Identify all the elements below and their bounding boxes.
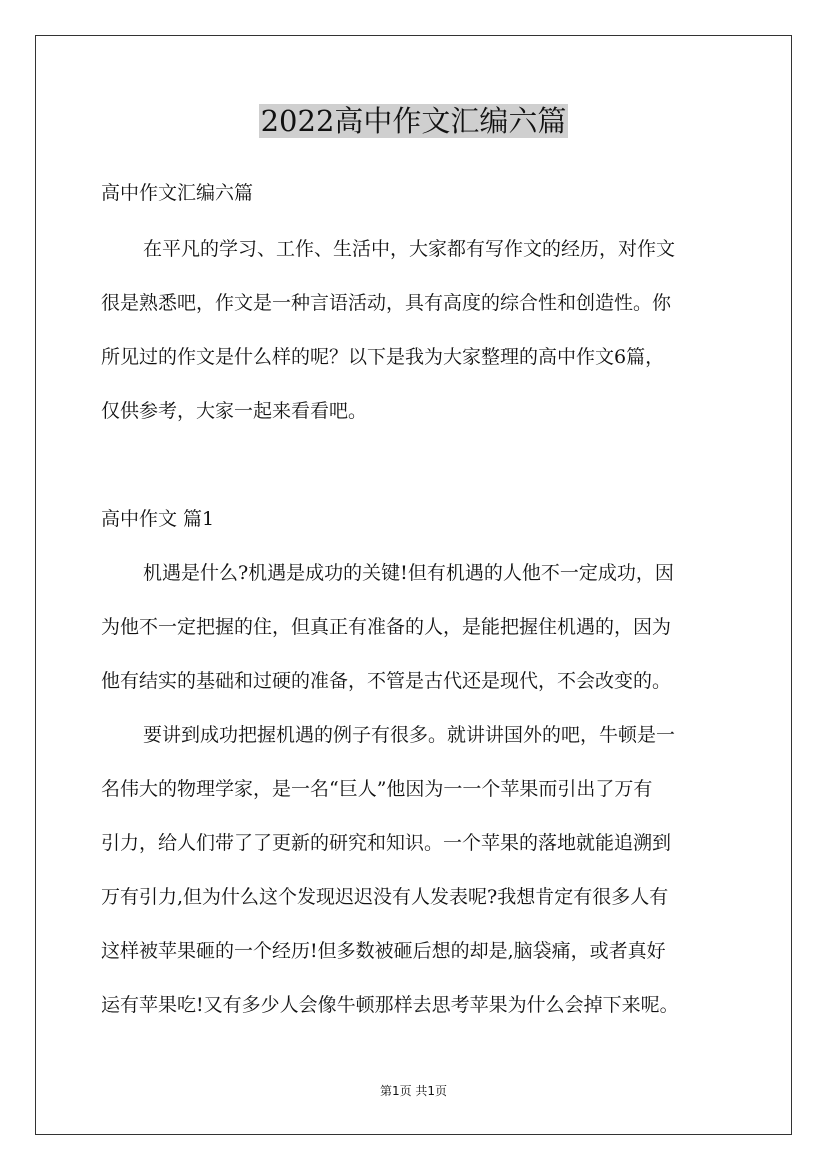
paragraph-line: 引力，给人们带了了更新的研究和知识。一个苹果的落地就能追溯到 bbox=[101, 832, 672, 854]
document-title bbox=[0, 101, 827, 141]
paragraph-line: 为他不一定把握的住，但真正有准备的人，是能把握住机遇的，因为 bbox=[101, 616, 672, 638]
paragraph-line: 所见过的作文是什么样的呢？以下是我为大家整理的高中作文6篇， bbox=[101, 346, 665, 368]
paragraph-line: 要讲到成功把握机遇的例子有很多。就讲讲国外的吧，牛顿是一 bbox=[143, 724, 676, 746]
paragraph-line: 在平凡的学习、工作、生活中，大家都有写作文的经历，对作文 bbox=[143, 238, 676, 260]
document-subtitle: 高中作文汇编六篇 bbox=[101, 182, 254, 204]
paragraph-line: 这样被苹果砸的一个经历!但多数被砸后想的却是,脑袋痛，或者真好 bbox=[101, 940, 666, 962]
section-heading: 高中作文 篇1 bbox=[101, 508, 215, 530]
paragraph-line: 名伟大的物理学家，是一名“巨人”他因为一一个苹果而引出了万有 bbox=[101, 778, 653, 800]
paragraph-line: 很是熟悉吧，作文是一种言语活动，具有高度的综合性和创造性。你 bbox=[101, 292, 672, 314]
paragraph-line: 万有引力,但为什么这个发现迟迟没有人发表呢?我想肯定有很多人有 bbox=[101, 886, 669, 908]
paragraph-line: 他有结实的基础和过硬的准备，不管是古代还是现代，不会改变的。 bbox=[101, 670, 672, 692]
paragraph-line: 运有苹果吃!又有多少人会像牛顿那样去思考苹果为什么会掉下来呢。 bbox=[101, 994, 679, 1016]
document-title-text: 2022高中作文汇编六篇 bbox=[260, 104, 567, 138]
paragraph-line: 仅供参考，大家一起来看看吧。 bbox=[101, 400, 368, 422]
paragraph-line: 机遇是什么?机遇是成功的关键!但有机遇的人他不一定成功，因 bbox=[143, 562, 674, 584]
page-number-footer: 第1页 共1页 bbox=[379, 1084, 448, 1098]
